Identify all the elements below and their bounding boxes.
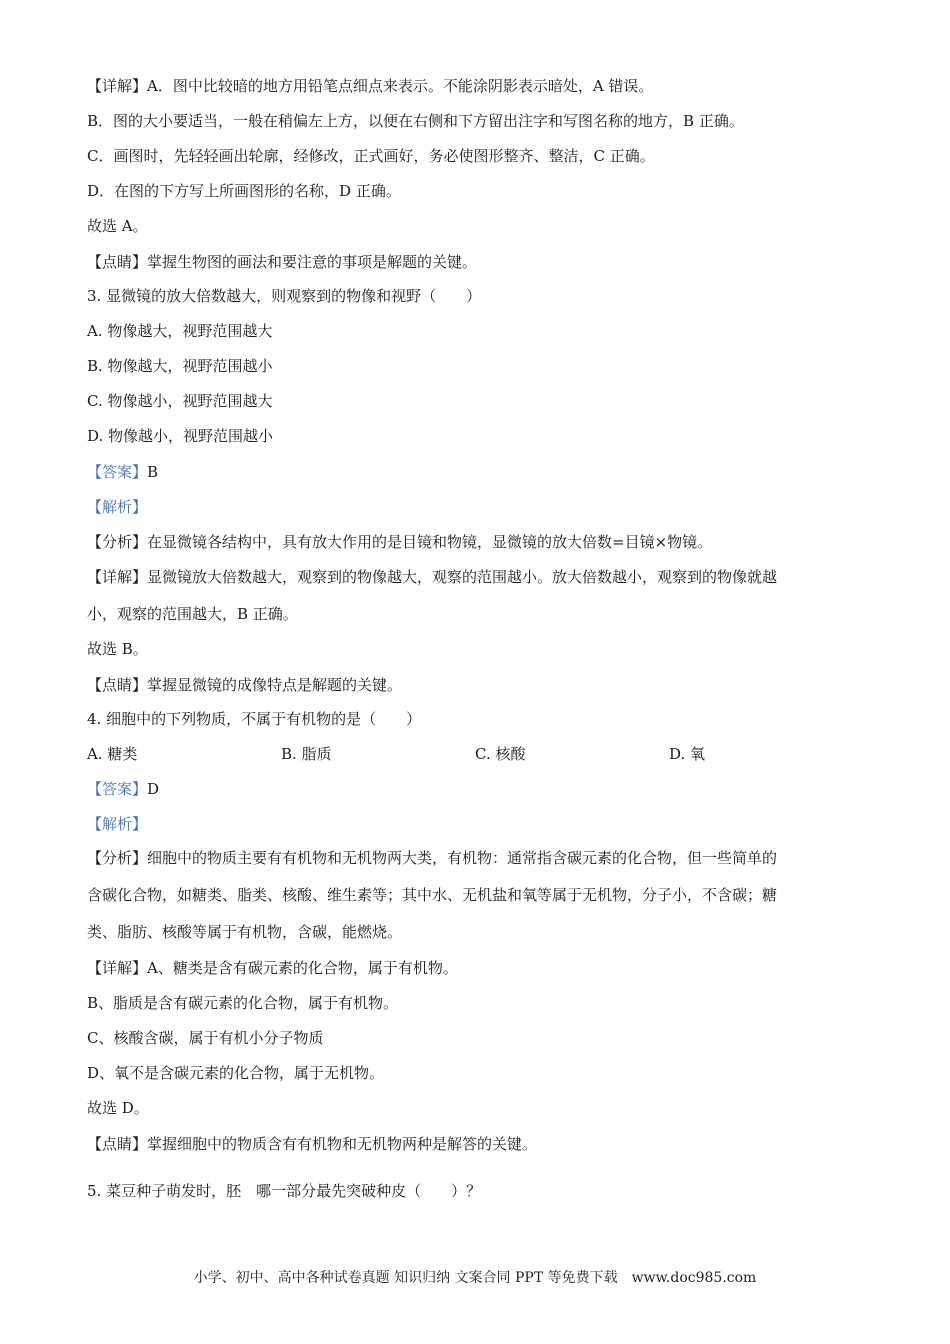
text-line: B．图的大小要适当，一般在稍偏左上方，以便在右侧和下方留出注字和写图名称的地方，B 正确。 — [87, 112, 744, 130]
text-line: 故选 D。 — [87, 1099, 149, 1117]
text-line: C、核酸含碳，属于有机小分子物质 — [87, 1029, 324, 1047]
text-line: 【点睛】掌握生物图的画法和要注意的事项是解题的关键。 — [87, 253, 478, 271]
text-line: D、氧不是含碳元素的化合物，属于无机物。 — [87, 1064, 385, 1082]
answer-label: 【答案】 — [87, 780, 148, 798]
text-line: 小，观察的范围越大，B 正确。 — [87, 605, 298, 623]
answer-line — [87, 462, 158, 482]
question-4-stem: 4. 细胞中的下列物质，不属于有机物的是（ ） — [87, 710, 422, 728]
text-line: 【详解】A、糖类是含有碳元素的化合物，属于有机物。 — [87, 959, 458, 977]
page-footer: 小学、初中、高中各种试卷真题 知识归纳 文案合同 PPT 等免费下载 www.doc985.com — [193, 1270, 757, 1286]
question-3-option-b: B. 物像越大，视野范围越小 — [87, 357, 273, 375]
question-3-option-d: D. 物像越小，视野范围越小 — [87, 427, 274, 445]
text-line: C．画图时，先轻轻画出轮廓，经修改，正式画好，务必使图形整齐、整洁，C 正确。 — [87, 147, 655, 165]
answer-value: D — [147, 780, 160, 798]
question-3-option-a: A. 物像越大，视野范围越大 — [87, 322, 273, 340]
text-line: 【分析】细胞中的物质主要有有机物和无机物两大类，有机物：通常指含碳元素的化合物，但一些简单的 — [87, 849, 778, 867]
question-4-option-d: D. 氧 — [669, 745, 706, 763]
question-3-option-c: C. 物像越小，视野范围越大 — [87, 392, 273, 410]
answer-value: B — [147, 463, 159, 481]
text-line: 【详解】A．图中比较暗的地方用铅笔点细点来表示。不能涂阴影表示暗处，A 错误。 — [87, 77, 654, 95]
text-line: 含碳化合物，如糖类、脂类、核酸、维生素等；其中水、无机盐和氧等属于无机物，分子小，不含碳；糖 — [87, 886, 778, 904]
text-line: B、脂质是含有碳元素的化合物，属于有机物。 — [87, 994, 399, 1012]
question-3-stem: 3. 显微镜的放大倍数越大，则观察到的物像和视野（ ） — [87, 287, 482, 305]
analysis-label: 【解析】 — [87, 498, 148, 516]
answer-line — [87, 779, 159, 799]
text-line: 【点睛】掌握显微镜的成像特点是解题的关键。 — [87, 676, 403, 694]
text-line: 故选 B。 — [87, 640, 148, 658]
question-4-option-b: B. 脂质 — [281, 745, 332, 763]
analysis-label: 【解析】 — [87, 815, 148, 833]
text-line: D．在图的下方写上所画图形的名称，D 正确。 — [87, 182, 401, 200]
text-line: 【点睛】掌握细胞中的物质含有有机物和无机物两种是解答的关键。 — [87, 1135, 538, 1153]
text-line: 【详解】显微镜放大倍数越大，观察到的物像越大，观察的范围越小。放大倍数越小，观察到的物像就越 — [87, 568, 778, 586]
question-5-stem: 5. 菜豆种子萌发时，胚 哪一部分最先突破种皮（ ）？ — [87, 1182, 482, 1200]
question-4-option-c: C. 核酸 — [475, 745, 526, 763]
question-4-option-a: A. 糖类 — [87, 745, 138, 763]
text-line: 故选 A。 — [87, 217, 148, 235]
text-line: 类、脂肪、核酸等属于有机物，含碳，能燃烧。 — [87, 923, 403, 941]
answer-label: 【答案】 — [87, 463, 148, 481]
text-line: 【分析】在显微镜各结构中，具有放大作用的是目镜和物镜，显微镜的放大倍数=目镜×物镜。 — [87, 533, 713, 551]
